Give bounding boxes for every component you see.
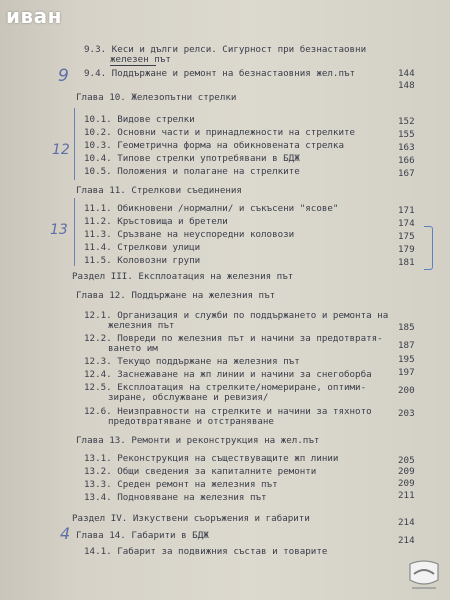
toc-page: 179 (398, 244, 415, 255)
toc-line: 10.3. Геометрична форма на обикновената стрелка (84, 140, 344, 151)
toc-page: 203 (398, 408, 415, 419)
toc-line: 9.4. Поддържане и ремонт на безнастаовния жел.път (84, 68, 356, 79)
toc-line: 13.1. Реконструкция на съществуващите жп линии (84, 453, 339, 464)
toc-heading: Глава 12. Поддържане на железния път (76, 290, 276, 301)
toc-page: 195 (398, 354, 415, 365)
toc-page: 171 (398, 205, 415, 216)
toc-page: 167 (398, 168, 415, 179)
toc-line: 12.5. Експлоатация на стрелките/номериране, оптими- (84, 382, 367, 393)
toc-heading: Глава 10. Железопътни стрелки (76, 92, 237, 103)
toc-line: 12.6. Неизправности на стрелките и начини за тяхното (84, 406, 372, 417)
toc-page: 144 (398, 68, 415, 79)
toc-page: 214 (398, 535, 415, 546)
toc-page: 200 (398, 385, 415, 396)
margin-note: 4 (60, 524, 71, 543)
toc-line: 10.1. Видове стрелки (84, 114, 195, 125)
toc-page: 163 (398, 142, 415, 153)
toc-line: 13.2. Общи сведения за капиталните ремонти (84, 466, 317, 477)
underline (110, 65, 156, 66)
toc-section: Раздел III. Експлоатация на железния път (72, 271, 294, 282)
toc-line: железния път (108, 320, 175, 331)
toc-line: 10.2. Основни части и принадлежности на стрелките (84, 127, 356, 138)
toc-line: 11.3. Сръзване на неуспоредни коловози (84, 229, 295, 240)
toc-line: 9.3. Кеси и дълги релси. Сигурност при безнастаовни (84, 44, 367, 55)
toc-page: 148 (398, 80, 415, 91)
toc-heading: Глава 14. Габарити в БДЖ (76, 530, 209, 541)
toc-line: 10.4. Типове стрелки употребявани в БДЖ (84, 153, 300, 164)
toc-page: 174 (398, 218, 415, 229)
page-bracket (424, 226, 433, 270)
baza-logo-icon (404, 558, 444, 594)
toc-page: 185 (398, 322, 415, 333)
toc-page: 211 (398, 490, 415, 501)
toc-page: 209 (398, 478, 415, 489)
toc-heading: Глава 11. Стрелкови съединения (76, 185, 242, 196)
toc-page: 175 (398, 231, 415, 242)
watermark-text: иван (6, 4, 62, 28)
toc-line: 13.4. Подновяване на железния път (84, 492, 267, 503)
toc-line: 12.2. Повреди по железния път и начини за предотвратя- (84, 333, 383, 344)
toc-page: 155 (398, 129, 415, 140)
toc-page: 181 (398, 257, 415, 268)
toc-line: 10.5. Положения и полагане на стрелките (84, 166, 300, 177)
toc-line: 13.3. Среден ремонт на железния път (84, 479, 278, 490)
toc-line: железен път (110, 54, 171, 65)
toc-line: 11.2. Кръстовища и бретели (84, 216, 228, 227)
toc-line: 14.1. Габарит за подвижния състав и товарите (84, 546, 328, 557)
toc-line: 11.4. Стрелкови улици (84, 242, 201, 253)
toc-line: 11.1. Обикновени /нормални/ и съкъсени "ясове" (84, 203, 339, 214)
toc-line: предотвратяване и отстраняване (108, 416, 274, 427)
margin-note: 9 (58, 66, 69, 86)
toc-line: 12.3. Текущо поддържане на железния път (84, 356, 300, 367)
toc-line: 12.1. Организация и служби по поддържането и ремонта на (84, 310, 389, 321)
toc-line: 11.5. Коловозни групи (84, 255, 201, 266)
margin-stroke (74, 198, 75, 266)
toc-page: 166 (398, 155, 415, 166)
toc-heading: Глава 13. Ремонти и реконструкция на жел.път (76, 435, 320, 446)
toc-line: 12.4. Заснежаване на жп линии и начини за снегоборба (84, 369, 372, 380)
toc-line: зиране, обслужване и ревизия/ (108, 392, 269, 403)
margin-stroke (74, 108, 75, 180)
toc-page: 209 (398, 466, 415, 477)
margin-note: 12 (52, 142, 70, 158)
toc-page: 152 (398, 116, 415, 127)
toc-page: 205 (398, 455, 415, 466)
toc-page: 187 (398, 340, 415, 351)
toc-section: Раздел IV. Изкуствени съоръжения и габарити (72, 513, 310, 524)
toc-line: ването им (108, 343, 158, 354)
toc-page: 214 (398, 517, 415, 528)
margin-note: 13 (50, 222, 68, 238)
toc-page: 197 (398, 367, 415, 378)
